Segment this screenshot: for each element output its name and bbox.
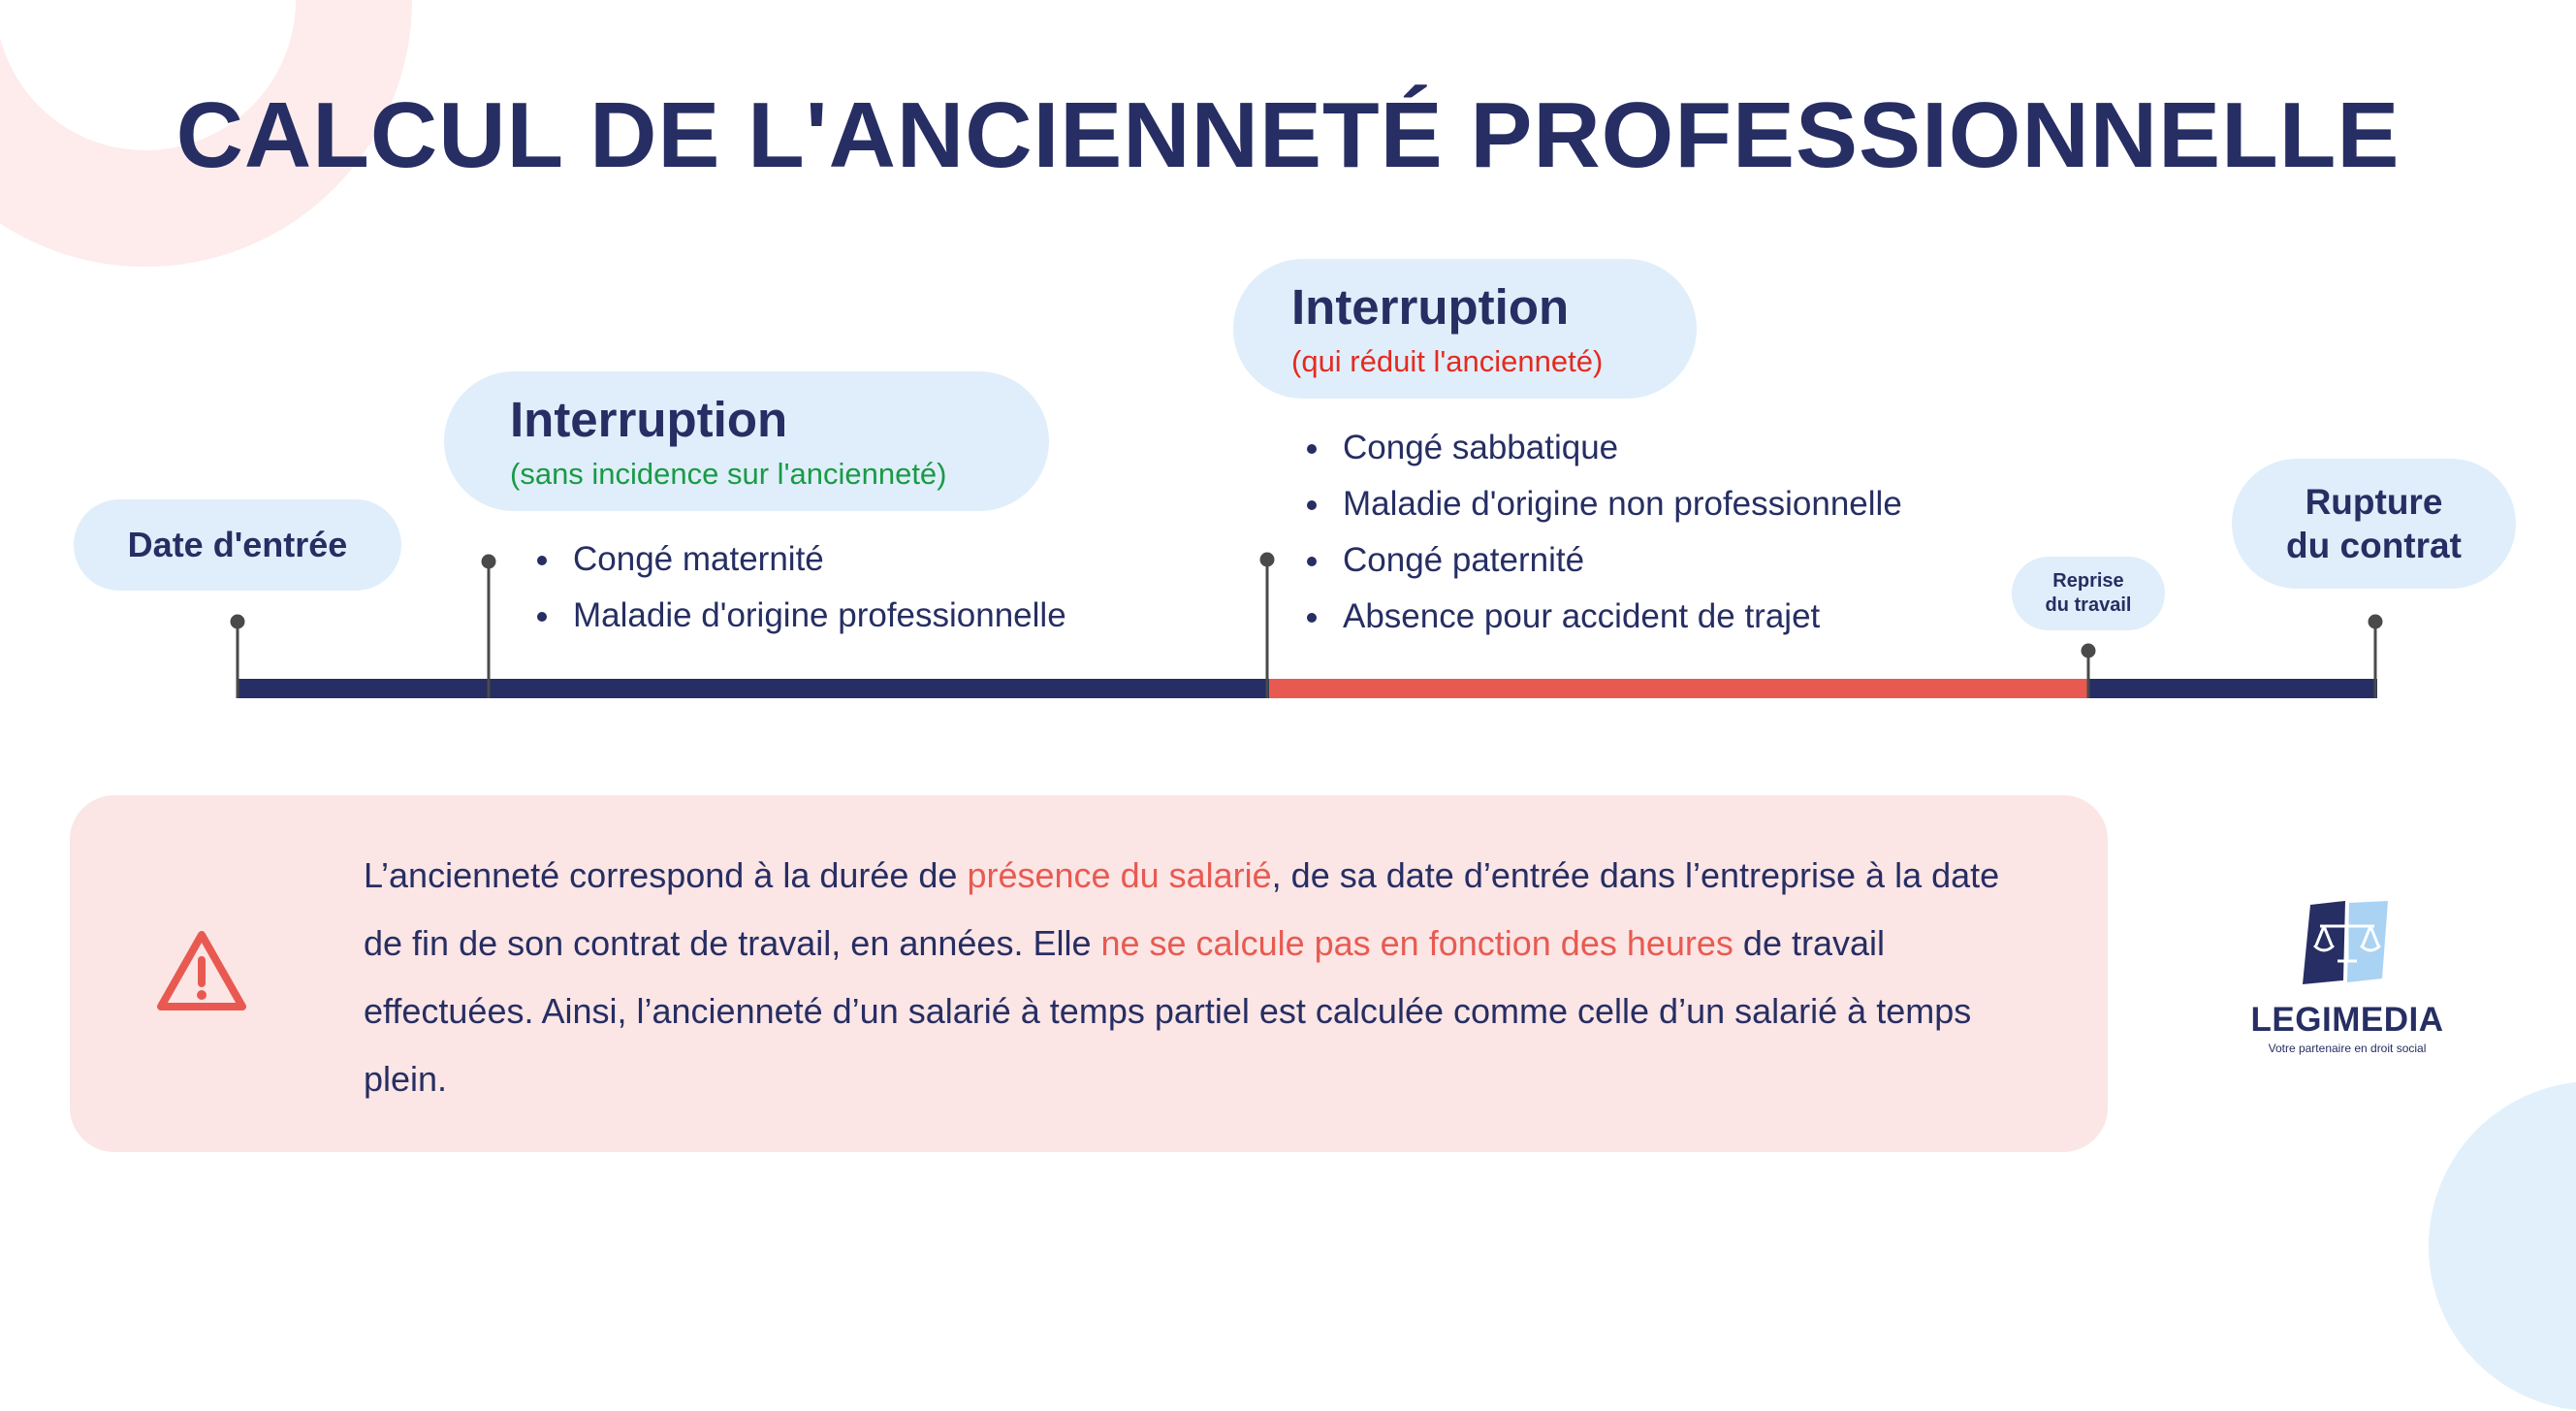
rupture-line1: Rupture <box>2305 482 2443 522</box>
reprise-line1: Reprise <box>2052 570 2124 592</box>
interruption-reducing-bubble <box>1233 259 1697 399</box>
interruption-neutral-heading: Interruption <box>510 392 788 447</box>
list-item: Congé paternité <box>1304 532 1902 589</box>
reprise-line2: du travail <box>2045 594 2132 616</box>
list-item: Absence pour accident de trajet <box>1304 589 1902 645</box>
logo-tagline: Votre partenaire en droit social <box>2268 1042 2427 1055</box>
interruption-neutral-subtitle: (sans incidence sur l'ancienneté) <box>510 457 947 491</box>
marker-entry-dot <box>232 616 243 627</box>
scales-of-justice-icon <box>2299 897 2396 990</box>
interruption-reducing-subtitle: (qui réduit l'ancienneté) <box>1291 344 1604 378</box>
list-item: Maladie d'origine non professionnelle <box>1304 476 1902 532</box>
interruption-neutral-bubble <box>444 371 1049 511</box>
info-text-part3: de travail effectuées. Ainsi, l’ancienneté d’un salarié à temps partiel est calculée comme celle d’un salarié à temps plein. <box>364 923 1972 1099</box>
legimedia-logo <box>2247 897 2447 1055</box>
info-box <box>70 795 2108 1152</box>
marker-interruption1-dot <box>483 556 494 567</box>
marker-rupture-dot <box>2369 616 2381 627</box>
timeline-segment-counted <box>238 679 1269 698</box>
list-item: Congé sabbatique <box>1304 420 1902 476</box>
info-text <box>364 842 2031 1113</box>
timeline-segment-after-return <box>2088 679 2377 698</box>
interruption-reducing-list <box>1304 420 1902 645</box>
entry-date-label: Date d'entrée <box>74 499 401 591</box>
timeline-segment-reduced <box>1269 679 2088 698</box>
rupture-line2: du contrat <box>2286 526 2462 565</box>
marker-interruption2-dot <box>1261 554 1273 565</box>
marker-reprise-dot <box>2083 645 2094 657</box>
reprise-travail-label <box>2012 557 2165 630</box>
warning-icon <box>155 929 248 1014</box>
logo-name: LEGIMEDIA <box>2250 1001 2444 1039</box>
info-text-part1: L’ancienneté correspond à la durée de <box>364 855 968 895</box>
page-title: CALCUL DE L'ANCIENNETÉ PROFESSIONNELLE <box>175 83 2401 187</box>
interruption-reducing-heading: Interruption <box>1291 279 1570 335</box>
info-highlight-heures: ne se calcule pas en fonction des heures <box>1100 923 1733 963</box>
decorative-corner-circle <box>2429 1081 2576 1411</box>
info-text-part2: , de sa date d’entrée dans l’entreprise à la date de fin de son contrat de travail, en années. Elle <box>364 855 2000 963</box>
list-item: Congé maternité <box>534 531 1066 588</box>
info-highlight-presence: présence du salarié <box>967 855 1272 895</box>
list-item: Maladie d'origine professionnelle <box>534 588 1066 644</box>
rupture-contrat-label <box>2232 459 2516 589</box>
interruption-neutral-list <box>534 531 1066 644</box>
